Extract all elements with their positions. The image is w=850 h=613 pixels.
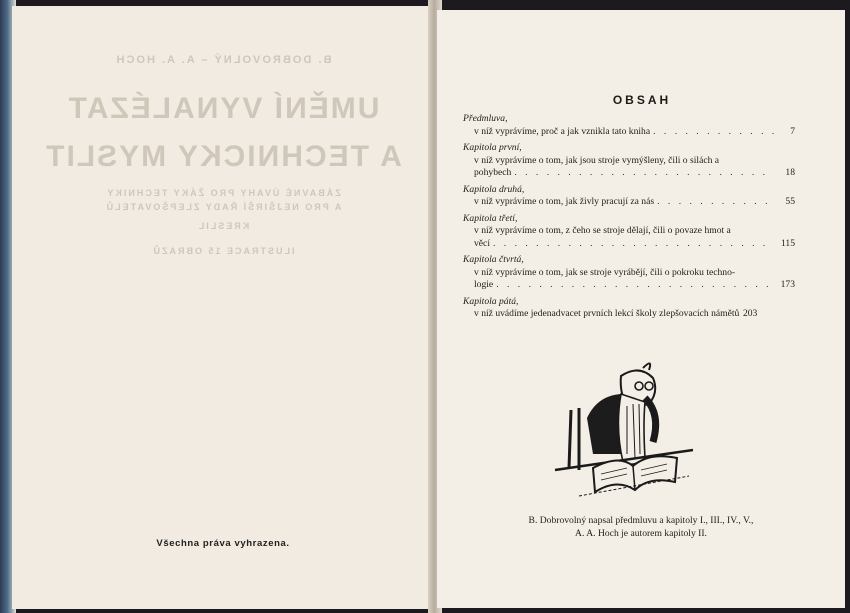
toc-description-cont: věcí (474, 237, 490, 249)
chair-icon (569, 408, 579, 470)
show-through-authors: B. DOBROVOLNÝ – A. A. HOCH (114, 54, 332, 66)
toc-title: OBSAH (612, 93, 672, 107)
toc-entry-preface (463, 113, 795, 138)
leader-dots (514, 167, 774, 180)
toc-entry-chapter-3 (463, 213, 795, 251)
toc-entry-chapter-2 (463, 184, 795, 209)
show-through-subtitle-2: A PRO NEJŠIRŠÍ ŘADY ZLEPŠOVATELŮ (104, 202, 342, 212)
toc-heading: Kapitola druhá, (463, 183, 525, 195)
left-page (12, 6, 434, 609)
toc-entry-chapter-1 (463, 142, 795, 180)
toc-heading: Předmluva, (463, 113, 508, 124)
credit-line-1: B. Dobrovolný napsal předmluvu a kapitoly I., III., IV., V., (528, 515, 754, 526)
show-through-subtitle-1: ZÁBAVNÉ ÚVAHY PRO ŽÁKY TECHNIKY (105, 188, 341, 198)
table-of-contents (463, 113, 795, 325)
toc-entry-chapter-5 (463, 296, 795, 321)
toc-heading: Kapitola čtvrtá, (463, 254, 524, 265)
toc-description-cont: pohybech (474, 167, 512, 178)
leader-dots (657, 196, 774, 209)
credit-line-2: A. A. Hoch je autorem kapitoly II. (575, 528, 707, 539)
leader-dots (496, 279, 774, 292)
toc-page-number: 7 (790, 125, 795, 137)
toc-page-number: 55 (785, 196, 795, 207)
toc-entry-chapter-4 (463, 254, 795, 292)
authorship-credit (437, 514, 845, 540)
toc-page-number: 203 (742, 308, 758, 319)
inventor-reading-illustration (549, 358, 699, 508)
show-through-illustrator: KRESLIL (196, 221, 250, 231)
leader-dots (653, 126, 774, 139)
toc-description: v níž uvádíme jedenadvacet prvních lekcí školy zlepšovacích námětů (474, 308, 740, 319)
show-through-title-1: UMĚNÍ VYNALÉZAT (66, 92, 380, 125)
rights-notice: Všechna práva vyhrazena. (156, 538, 290, 549)
toc-page-number: 18 (785, 167, 795, 178)
show-through-illustrations: ILUSTRACE 15 OBRAZŮ (151, 246, 295, 256)
toc-page-number: 173 (780, 279, 795, 290)
show-through-title-2: A TECHNICKY MYSLIT (44, 140, 402, 173)
beard-shape (618, 394, 645, 464)
toc-heading: Kapitola první, (463, 142, 522, 153)
toc-description: v níž vyprávíme o tom, jak živly pracují za nás (474, 196, 655, 207)
toc-heading: Kapitola pátá, (463, 295, 519, 307)
toc-heading: Kapitola třetí, (463, 212, 518, 224)
leader-dots (493, 238, 774, 251)
toc-page-number: 115 (780, 237, 795, 249)
toc-description: v níž vyprávíme, proč a jak vznikla tato kniha (474, 125, 651, 137)
toc-description-cont: logie (474, 279, 494, 290)
toc-description: v níž vyprávíme o tom, jak jsou stroje vymýšleny, čili o silách a (474, 154, 720, 166)
right-page (437, 10, 845, 608)
toc-description: v níž vyprávíme o tom, jak se stroje vyrábějí, čili o pokroku techno- (474, 266, 736, 278)
toc-description: v níž vyprávíme o tom, z čeho se stroje dělají, čili o povaze hmot a (474, 225, 731, 236)
